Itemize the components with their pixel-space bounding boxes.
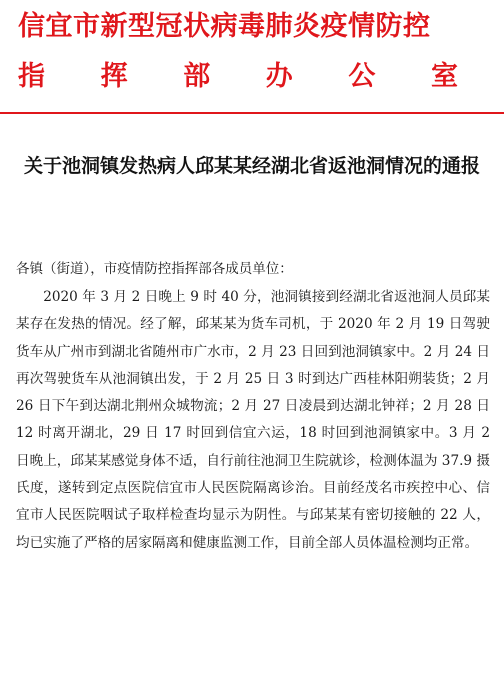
header-red-rule [0,112,504,114]
header-char: 部 [183,61,211,92]
header-char: 指 [18,61,45,92]
header-char: 办 [265,61,293,92]
header-char: 公 [348,61,376,92]
header-char: 室 [430,61,458,92]
salutation: 各镇（街道），市疫情防控指挥部各成员单位： [16,261,293,277]
document-title: 关于池洞镇发热病人邱某某经湖北省返池洞情况的通报 [23,155,480,177]
issuing-authority-line2 [18,60,458,94]
issuing-authority-line1: 信宜市新型冠状病毒肺炎疫情防控 [18,11,431,42]
header-char: 挥 [100,61,128,92]
body-paragraph: 2020 年 3 月 2 日晚上 9 时 40 分，池洞镇接到经湖北省返池洞人员邱某某存在发热的情况。经了解，邱某某为货车司机，于 2020 年 2 月 19 日驾驶货车从广州市到湖北省随州市广水市，2 月 23 日回到池洞镇家中。2 月 24 日再次驾驶货车从池洞镇出发，于 2 月 25 日 3 时到达广西桂林阳朔装货；2 月 26 日下午到达湖北荆州众城物流；2 月 27 日凌晨到达湖北钟祥；2 月 28 日 12 时离开湖北，29 日 17 时回到信宜六运，18 时回到池洞镇家中。3 月 2 日晚上，邱某某感觉身体不适，自行前往池洞卫生院就诊，检测体温为 37.9 摄氏度，遂转到定点医院信宜市人民医院隔离诊治。目前经茂名市疾控中心、信宜市人民医院咽试子取样检查均显示为阴性。与邱某某有密切接触的 22 人，均已实施了严格的居家隔离和健康监测工作，目前全部人员体温检测均正常。 [16,289,490,551]
